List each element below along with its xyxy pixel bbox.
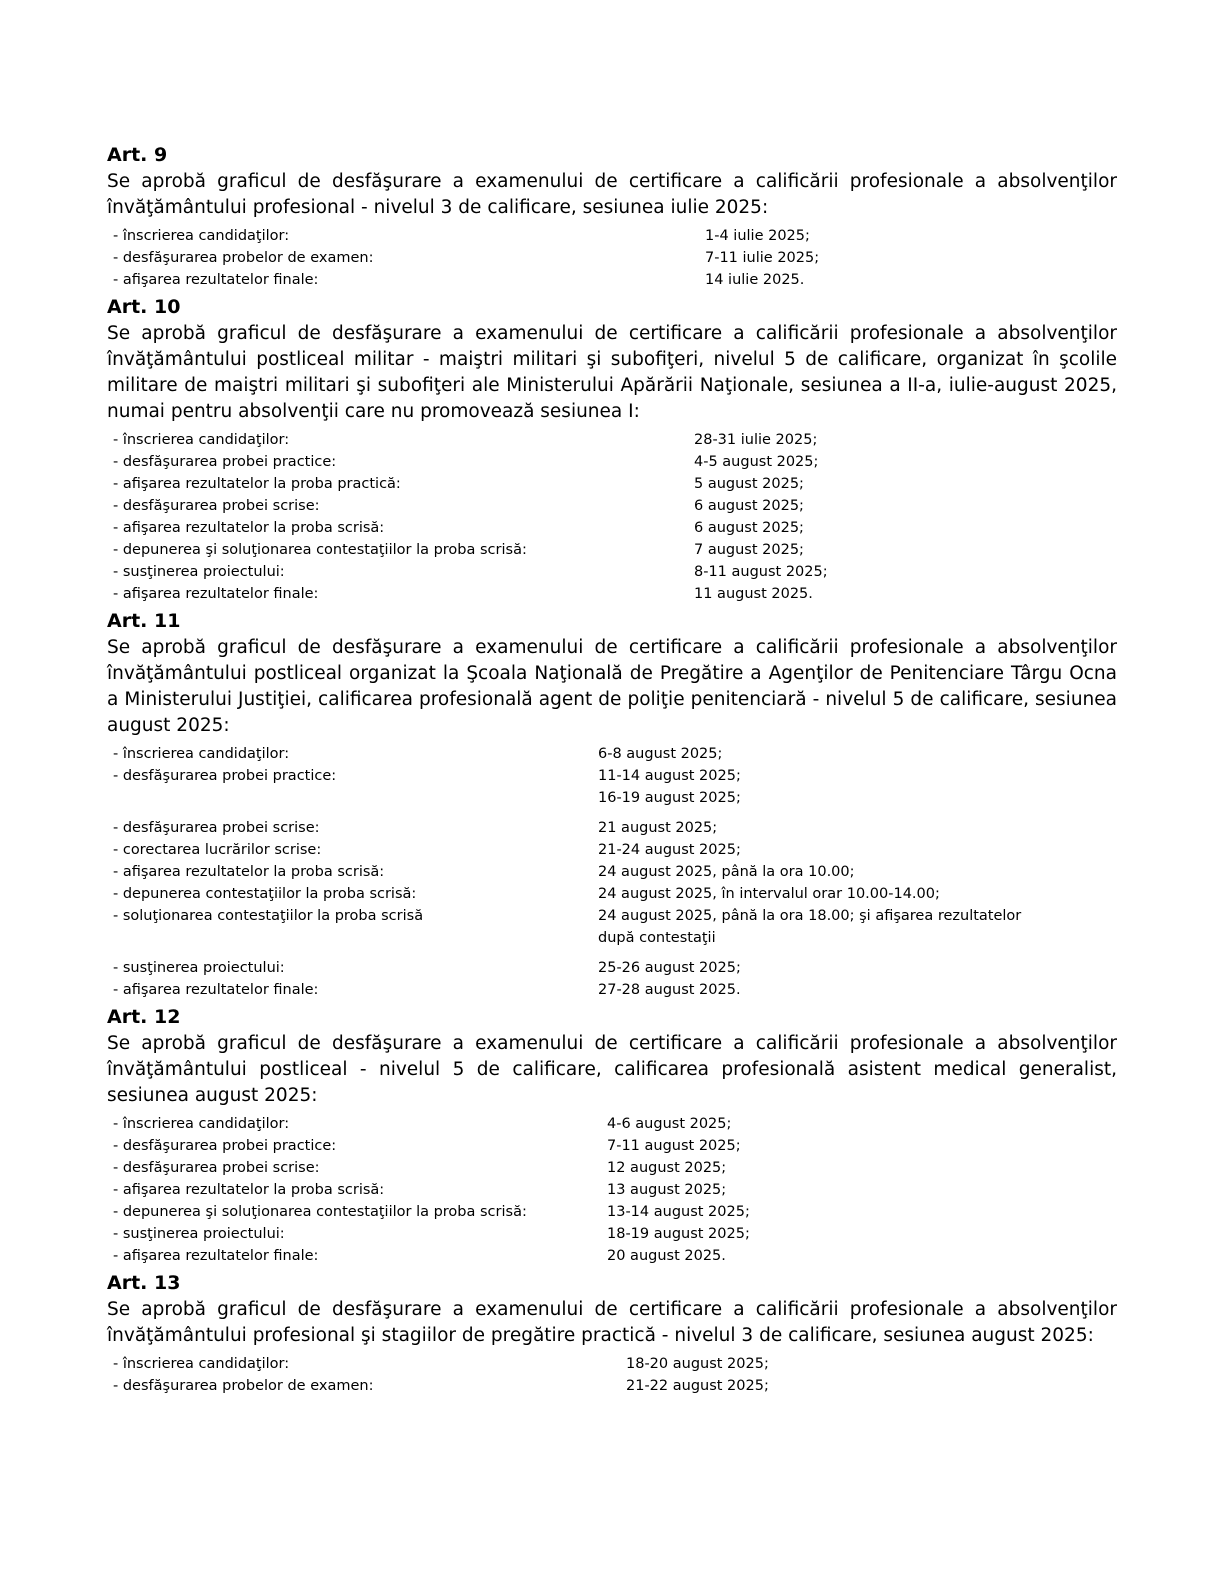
schedule-row — [113, 539, 1117, 561]
schedule-row — [113, 561, 1117, 583]
schedule-row — [113, 1135, 1117, 1157]
schedule-label: - afişarea rezultatelor la proba practică: — [113, 476, 401, 492]
schedule-label: - afişarea rezultatelor la proba scrisă: — [113, 520, 385, 536]
schedule-label: - afişarea rezultatelor finale: — [113, 1248, 319, 1264]
article-11-title: Art. 11 — [107, 610, 181, 632]
schedule-label: - afişarea rezultatelor finale: — [113, 272, 319, 288]
schedule-row — [113, 225, 1117, 247]
schedule-row — [113, 743, 1117, 765]
schedule-label: - afişarea rezultatelor finale: — [113, 586, 319, 602]
schedule-value: 6 august 2025; — [694, 498, 804, 514]
schedule-row — [113, 1179, 1117, 1201]
schedule-row — [113, 1353, 1117, 1375]
article-10-body: Se aprobă graficul de desfăşurare a examenului de certificare a calificării profesionale a absolvenţilor învăţământului postliceal militar - maiştri militari şi subofiţeri, nivelul 5 de calificare, organizat în şcolile militare de maiştri militari şi subofiţeri ale Ministerului Apărării Naţionale, sesiunea a II-a, iulie-august 2025, numai pentru absolvenţii care nu promovează sesiunea I: — [107, 323, 1117, 422]
schedule-row — [113, 1245, 1117, 1267]
schedule-row — [113, 1375, 1117, 1397]
article-11-body: Se aprobă graficul de desfăşurare a examenului de certificare a calificării profesionale a absolvenţilor învăţământului postliceal organizat la Şcoala Naţională de Pregătire a Agenţilor de Penitenciare Târgu Ocna a Ministerului Justiţiei, calificarea profesională agent de poliţie penitenciară - nivelul 5 de calificare, sesiunea august 2025: — [107, 637, 1117, 736]
schedule-row — [113, 1157, 1117, 1179]
schedule-label: - înscrierea candidaţilor: — [113, 1116, 290, 1132]
schedule-row — [113, 883, 1117, 905]
schedule-row — [113, 1223, 1117, 1245]
schedule-value: 21-22 august 2025; — [626, 1378, 769, 1394]
schedule-row — [113, 905, 1117, 949]
schedule-label: - afişarea rezultatelor la proba scrisă: — [113, 1182, 385, 1198]
schedule-row — [113, 1201, 1117, 1223]
schedule-row — [113, 247, 1117, 269]
schedule-label: - afişarea rezultatelor finale: — [113, 982, 319, 998]
schedule-row — [113, 979, 1117, 1001]
schedule-value: 13 august 2025; — [607, 1182, 727, 1198]
schedule-label: - desfăşurarea probei practice: — [113, 768, 337, 784]
schedule-row — [113, 787, 1117, 809]
schedule-value: 1-4 iulie 2025; — [705, 228, 810, 244]
schedule-row — [113, 957, 1117, 979]
schedule-row — [113, 583, 1117, 605]
schedule-value: 11-14 august 2025; — [598, 768, 741, 784]
schedule-label: - susţinerea proiectului: — [113, 1226, 285, 1242]
schedule-value: 6 august 2025; — [694, 520, 804, 536]
article-13-title: Art. 13 — [107, 1272, 181, 1294]
schedule-value: 4-5 august 2025; — [694, 454, 819, 470]
article-13-schedule — [107, 1353, 1117, 1397]
schedule-value: 13-14 august 2025; — [607, 1204, 750, 1220]
schedule-row — [113, 839, 1117, 861]
schedule-value: 12 august 2025; — [607, 1160, 727, 1176]
schedule-label: - înscrierea candidaţilor: — [113, 1356, 290, 1372]
article-12-title: Art. 12 — [107, 1006, 181, 1028]
schedule-label: - afişarea rezultatelor la proba scrisă: — [113, 864, 385, 880]
schedule-label: - desfăşurarea probelor de examen: — [113, 1378, 374, 1394]
article-12-schedule — [107, 1113, 1117, 1267]
article-9-body: Se aprobă graficul de desfăşurare a examenului de certificare a calificării profesionale a absolvenţilor învăţământului profesional - nivelul 3 de calificare, sesiunea iulie 2025: — [107, 171, 1117, 218]
article-11 — [107, 607, 1117, 1001]
schedule-value: 24 august 2025, în intervalul orar 10.00-14.00; — [598, 886, 940, 902]
article-9-title: Art. 9 — [107, 144, 168, 166]
article-10-title: Art. 10 — [107, 296, 181, 318]
schedule-label: - desfăşurarea probelor de examen: — [113, 250, 374, 266]
article-10-schedule — [107, 429, 1117, 605]
schedule-value: 7-11 iulie 2025; — [705, 250, 820, 266]
article-13-body: Se aprobă graficul de desfăşurare a examenului de certificare a calificării profesionale a absolvenţilor învăţământului profesional şi stagiilor de pregătire practică - nivelul 3 de calificare, sesiunea august 2025: — [107, 1299, 1117, 1346]
schedule-value: 24 august 2025, până la ora 10.00; — [598, 864, 855, 880]
schedule-label: - desfăşurarea probei scrise: — [113, 498, 320, 514]
schedule-label: - desfăşurarea probei practice: — [113, 1138, 337, 1154]
article-11-schedule — [107, 743, 1117, 1001]
schedule-value: 8-11 august 2025; — [694, 564, 828, 580]
schedule-row — [113, 817, 1117, 839]
article-13 — [107, 1269, 1117, 1397]
schedule-label: - înscrierea candidaţilor: — [113, 432, 290, 448]
schedule-value: 6-8 august 2025; — [598, 746, 723, 762]
schedule-value: 14 iulie 2025. — [705, 272, 805, 288]
schedule-label: - desfăşurarea probei practice: — [113, 454, 337, 470]
schedule-row — [113, 473, 1117, 495]
article-10 — [107, 293, 1117, 605]
schedule-label: - înscrierea candidaţilor: — [113, 746, 290, 762]
schedule-value: 11 august 2025. — [694, 586, 813, 602]
schedule-row — [113, 861, 1117, 883]
article-12-body: Se aprobă graficul de desfăşurare a examenului de certificare a calificării profesionale a absolvenţilor învăţământului postliceal - nivelul 5 de calificare, calificarea profesională asistent medical generalist, sesiunea august 2025: — [107, 1033, 1117, 1106]
schedule-value: 4-6 august 2025; — [607, 1116, 732, 1132]
article-12 — [107, 1003, 1117, 1267]
schedule-label: - depunerea şi soluţionarea contestaţiilor la proba scrisă: — [113, 1204, 527, 1220]
schedule-label: - depunerea contestaţiilor la proba scrisă: — [113, 886, 417, 902]
schedule-row — [113, 269, 1117, 291]
schedule-value: 27-28 august 2025. — [598, 982, 741, 998]
schedule-label: - desfăşurarea probei scrise: — [113, 1160, 320, 1176]
schedule-value: 7-11 august 2025; — [607, 1138, 741, 1154]
schedule-label: - corectarea lucrărilor scrise: — [113, 842, 322, 858]
article-9 — [107, 141, 1117, 291]
schedule-value: 18-19 august 2025; — [607, 1226, 750, 1242]
schedule-label: - depunerea şi soluţionarea contestaţiilor la proba scrisă: — [113, 542, 527, 558]
schedule-label: - desfăşurarea probei scrise: — [113, 820, 320, 836]
schedule-label: - susţinerea proiectului: — [113, 960, 285, 976]
schedule-value: 16-19 august 2025; — [598, 790, 741, 806]
schedule-label: - soluţionarea contestaţiilor la proba scrisă — [113, 908, 424, 924]
schedule-label: - susţinerea proiectului: — [113, 564, 285, 580]
schedule-value: 28-31 iulie 2025; — [694, 432, 818, 448]
schedule-value: 18-20 august 2025; — [626, 1356, 769, 1372]
schedule-value-line-2: după contestaţii — [598, 930, 716, 946]
article-9-schedule — [107, 225, 1117, 291]
schedule-value: 7 august 2025; — [694, 542, 804, 558]
schedule-value: 25-26 august 2025; — [598, 960, 741, 976]
schedule-value: 21-24 august 2025; — [598, 842, 741, 858]
schedule-row — [113, 429, 1117, 451]
schedule-value-line-1: 24 august 2025, până la ora 18.00; şi afişarea rezultatelor — [598, 908, 1022, 924]
schedule-row — [113, 517, 1117, 539]
schedule-row — [113, 495, 1117, 517]
schedule-value: 21 august 2025; — [598, 820, 718, 836]
schedule-row — [113, 451, 1117, 473]
schedule-value: 20 august 2025. — [607, 1248, 726, 1264]
schedule-value — [598, 905, 1117, 949]
schedule-value: 5 august 2025; — [694, 476, 804, 492]
schedule-row — [113, 765, 1117, 787]
schedule-row — [113, 1113, 1117, 1135]
schedule-label: - înscrierea candidaţilor: — [113, 228, 290, 244]
